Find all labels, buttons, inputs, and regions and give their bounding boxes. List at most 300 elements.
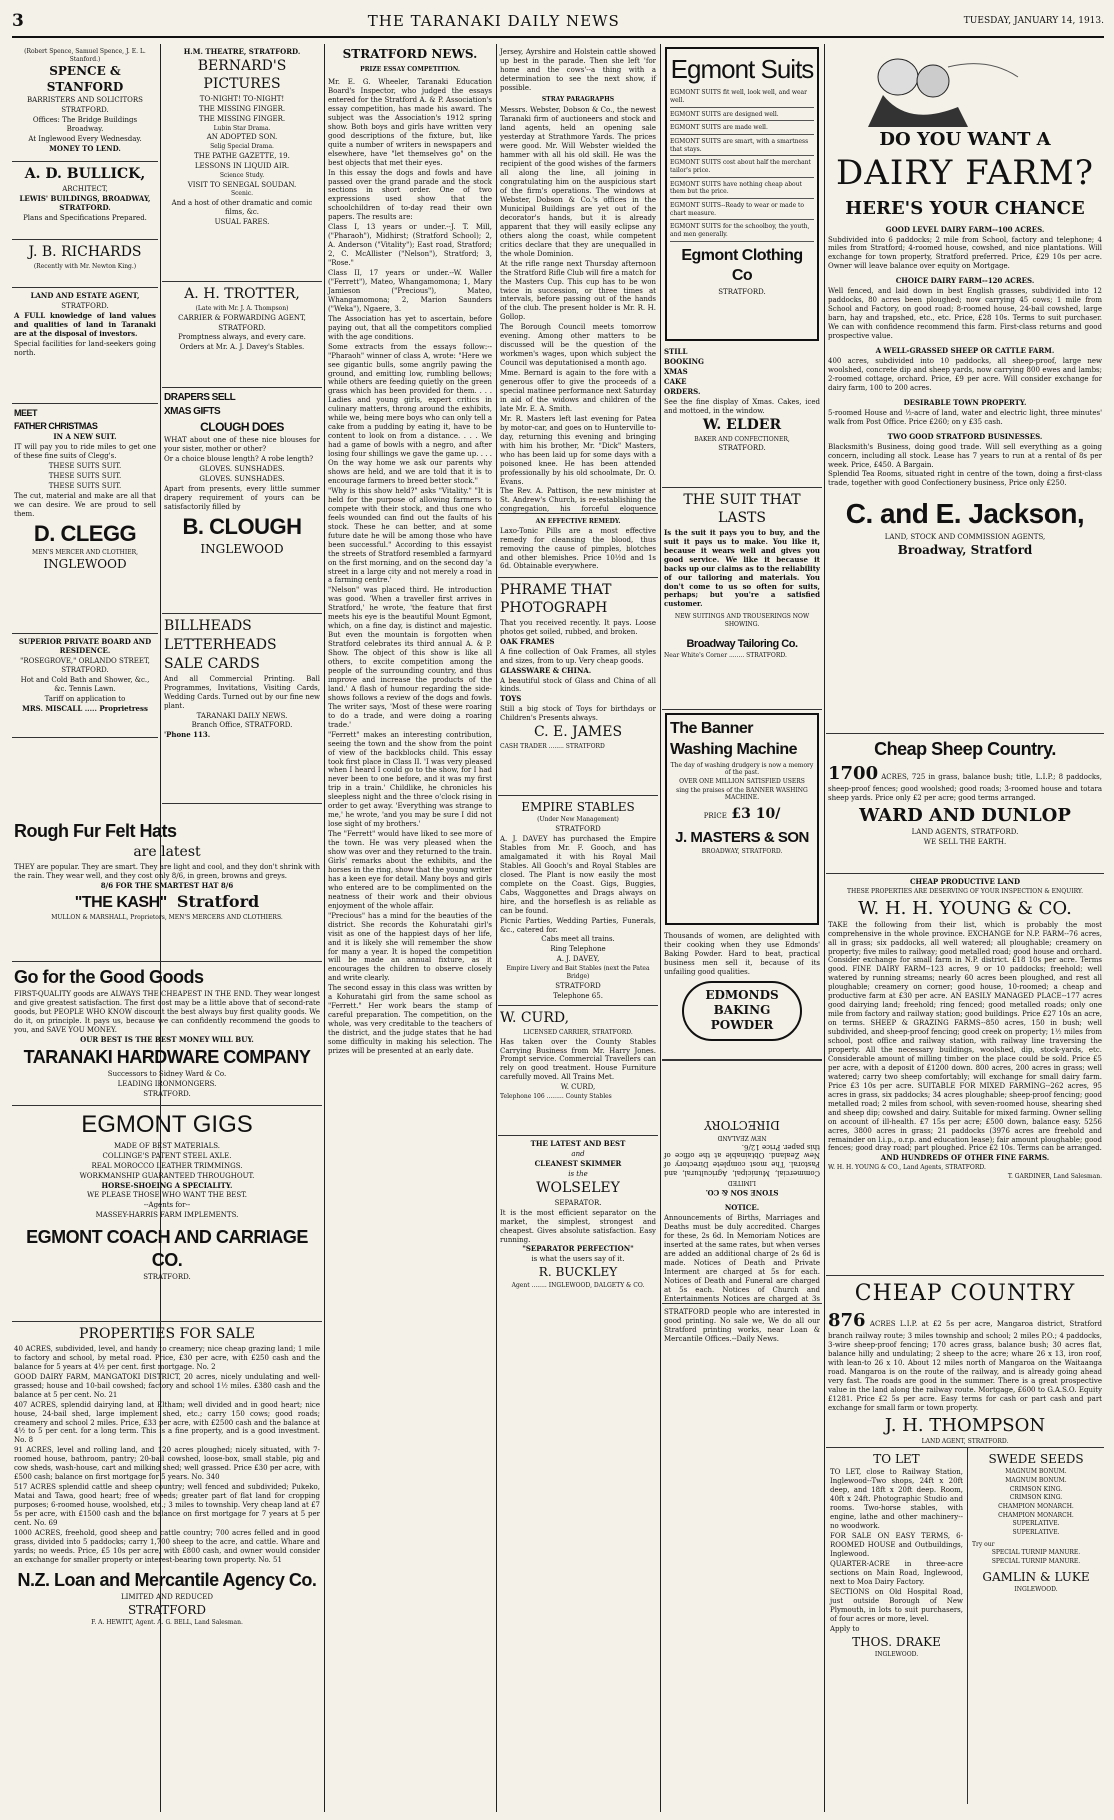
ad-text: Still a big stock of Toys for birthdays or Children's Presents always. (500, 705, 656, 723)
ad-heading: THE SUIT THAT LASTS (683, 492, 801, 526)
ad-firm: SPENCE & STANFORD (46, 64, 124, 94)
ad-text: CRIMSON KING. (1009, 1485, 1063, 1493)
ad-text: Try our (972, 1540, 995, 1548)
column-3-news (326, 44, 494, 1812)
ad-heading: DIRECTORY (704, 1117, 780, 1132)
ad-heading: DAIRY FARM? (836, 153, 1094, 194)
ad-firm: EGMONT COACH AND CARRIAGE CO. (26, 1227, 308, 1271)
ad-heading: CHEAP COUNTRY (854, 1281, 1076, 1306)
ad-text: Apart from presents, every little summer drapery requirement of yours can be satisfactorily filled by (164, 484, 320, 511)
ad-text: TARANAKI DAILY NEWS. (196, 711, 288, 720)
ad-heading: PHRAME THAT PHOTOGRAPH (500, 582, 612, 616)
price-value: £3 10/ (731, 805, 781, 822)
ad-ce-james (498, 578, 658, 796)
ad-heading: CLEANEST SKIMMER (534, 1158, 622, 1168)
ad-text: Commercial, Municipal, Agricultural, and Pastoral. The most complete Directory of New Zealand. Obtainable at the office of this paper. Price 12/6. (664, 1142, 820, 1178)
ad-heading: SWEDE SEEDS (988, 1452, 1084, 1466)
ad-directory-inverted (662, 1060, 822, 1200)
ad-clough (162, 388, 322, 614)
notice-heading: NOTICE. (724, 1203, 760, 1212)
ad-heading: CLOUGH DOES (200, 419, 284, 434)
ad-subheading: TOYS (500, 694, 522, 704)
ad-firm: W. H. H. YOUNG & CO. (858, 897, 1072, 919)
ad-young-co (826, 874, 1104, 1276)
ad-text: VISIT TO SENEGAL SOUDAN. (187, 180, 297, 189)
property-item: 91 ACRES, level and rolling land, and 120 acres ploughed; nicely situated, with 7-roomed house, bathroom, pantry; 20-bail cowshed, loose-box, small stable, pig and cow sheds, wash-house, cart and milking shed; well grassed. Price £30 per acre, with £500 cash; balance on first mortgage for 5 years. No. 340 (14, 1446, 320, 1482)
ad-text: MAGNUM BONUM. (1005, 1477, 1067, 1485)
ad-firm: W. CURD, (500, 1010, 570, 1026)
article-paragraph: Class II, 17 years or under.--W. Waller ("Ferrett"), Mateo, Whangamomona; 1, Mary Jamieson ("Precious"), Mateo, Whangamomona; 2, Marion Saunders ("Weka"), Ngaere, 3. (328, 269, 492, 313)
ad-text: (Robert Spence, Samuel Spence, J. E. L. Stanford.) (24, 48, 146, 63)
ad-richards (12, 240, 158, 288)
ad-heading: TO LET (873, 1452, 920, 1466)
ad-text: SUPERLATIVE. (1012, 1529, 1060, 1537)
ad-text: "ROSEGROVE," ORLANDO STREET, STRATFORD. (20, 656, 150, 674)
ad-text: NEW SUITINGS AND TROUSERINGS NOW SHOWING. (674, 613, 810, 629)
ad-text: THESE PROPERTIES ARE DESERVING OF YOUR INSPECTION & ENQUIRY. (846, 887, 1084, 895)
ad-curd (498, 1006, 658, 1136)
ad-text: LAND AGENTS, STRATFORD. (911, 828, 1019, 836)
ad-heading: EMPIRE STABLES (521, 800, 635, 814)
farm-text: Splendid Tea Rooms, situated right in centre of the town, doing a first-class trade, together with good Confectionery business, Price only £250. (828, 470, 1102, 488)
ad-text: COLLINGE'S PATENT STEEL AXLE. (102, 1151, 232, 1160)
ad-firm: R. BUCKLEY (538, 1265, 618, 1280)
article-paragraph: Jersey, Ayrshire and Holstein cattle showed up best in the parade. Then she left 'for home and the cows'--a thing with a determination to see the next show, if possible. (500, 48, 656, 92)
ad-text: Special facilities for land-seekers going north. (14, 339, 156, 357)
ad-text: Successors to Sidney Ward & Co. (107, 1069, 227, 1078)
ad-land-agent (12, 288, 158, 404)
ad-remedy (498, 514, 658, 578)
ad-text: Telephone 65. (553, 991, 603, 1000)
ad-bullick (12, 162, 158, 240)
ad-subheading: GLASSWARE & CHINA. (500, 665, 592, 675)
ad-firm: W. ELDER (702, 416, 782, 433)
ad-broadway-tailoring (662, 488, 822, 710)
column-6 (826, 44, 1104, 1812)
ad-text: Agent ........ INGLEWOOD, DALGETY & CO. (511, 1281, 645, 1289)
ad-text: A. J. DAVEY, (556, 955, 600, 964)
ad-text: Lubin Star Drama. (213, 124, 271, 132)
ad-boarding (12, 634, 158, 738)
article-paragraph: Mr. E. G. Wheeler, Taranaki Education Board's Inspector, who judged the essays entered for the Stratford A. & P. Association's essay competition, has made his award. The subject was the Association's 1912 spring show. Both boys and girls have written very good descriptions of the fixture, but, like quite a number of writers in newspapers and elsewhere, have "let themselves go" on the best objects that met their eyes. (328, 78, 492, 167)
article-paragraph: Mme. Bernard is again to the fore with a generous offer to give the proceeds of a special matinee performance next Saturday in aid of the widows and children of the late Mr. E. A. Smith. (500, 369, 656, 413)
ad-text: AND HUNDREDS OF OTHER FINE FARMS. (880, 1153, 1050, 1163)
ad-firm: N.Z. Loan and Mercantile Agency Co. (17, 1569, 317, 1590)
ad-text: OVER ONE MILLION SATISFIED USERS (679, 777, 805, 785)
article-paragraph: Laxo-Tonic Pills are a most effective remedy for cleansing the blood, thus removing the cause of pimples, blotches and other blemishes. Price 10½d and 1s 6d. Obtainable everywhere. (500, 526, 656, 571)
ad-text: STRATFORD. (718, 444, 766, 453)
ad-heading: THE LATEST AND BEST (530, 1139, 626, 1148)
ad-firm: Broadway Tailoring Co. (686, 637, 798, 650)
ad-spence-stanford (12, 44, 158, 162)
ad-text: And all Commercial Printing. Ball Programmes, Invitations, Visiting Cards, Wedding Cards. Turned out by our fine new plant. (164, 674, 320, 710)
ad-text: MADE OF BEST MATERIALS. (113, 1141, 221, 1150)
ad-text: AN ADOPTED SON. (206, 133, 278, 142)
ad-text: USUAL FARES. (214, 218, 270, 227)
ad-text: FIRST-QUALITY goods are ALWAYS THE CHEAPEST IN THE END. They wear longest and give greatest satisfaction. The first cost may be a little above that of second-rate goods, but PEOPLE WHO KNOW discount the best always buy first quality goods. We do it, on principle. It pays us, because we can confidently recommend the goods to you, and SAVE YOU MONEY. (14, 990, 320, 1034)
newspaper-title: THE TARANAKI DAILY NEWS (367, 12, 620, 31)
acreage: 876 (828, 1310, 866, 1332)
ad-clegg (12, 404, 158, 634)
ad-text: TO-NIGHT! TO-NIGHT! (199, 94, 285, 103)
ad-text: F. A. HEWITT, Agent. A. G. BELL, Land Salesman. (91, 1619, 243, 1627)
ad-heading: EGMONT GIGS (81, 1111, 253, 1138)
news-article (326, 44, 494, 1059)
ad-hardware (12, 962, 322, 1106)
ad-text: EGMONT SUITS for the schoolboy, the youth, and men generally. (670, 221, 814, 241)
ad-text: "SEPARATOR PERFECTION" (522, 1244, 634, 1254)
ad-text: SPECIAL TURNIP MANURE. (991, 1549, 1081, 1557)
ad-text: EGMONT SUITS are smart, with a smartness that stays. (670, 136, 814, 156)
ad-text: CRIMSON KING. (1009, 1494, 1063, 1502)
ad-text: BARRISTERS AND SOLICITORS (27, 96, 143, 105)
ad-text: STRATFORD (555, 981, 601, 990)
page-number: 3 (12, 11, 24, 32)
ad-text: EGMONT SUITS--Ready to wear or made to chart measure. (670, 200, 814, 220)
ad-heading: DO YOU WANT A (879, 129, 1051, 150)
ad-text: THESE SUITS SUIT. (48, 471, 122, 480)
farm-text: Blacksmith's Business, doing good trade. Will sell everything as a going concern, including all stock. Lease has 7 years to run at a rental of 8s per week. Price, £450. A Bargain. (828, 442, 1102, 469)
article-paragraph: The Rev. A. Pattison, the new minister at St. Andrew's Church, is re-establishing the congregation, his forceful eloquence (500, 487, 656, 514)
ad-firm: J. B. RICHARDS (28, 244, 142, 260)
ad-text: A FULL knowledge of land values and qualities of land in Taranaki are at the disposal of investors. (14, 310, 156, 338)
ad-text: THE MISSING FINGER. (198, 114, 286, 123)
ad-text: IN A NEW SUIT. (53, 432, 117, 442)
column-rule (496, 44, 497, 1812)
ad-text: Near White's Corner ........ STRATFORD. (664, 651, 787, 659)
ad-text: THEY are popular. They are smart. They are light and cool, and they don't shrink with the rain. They wear well, and they cost only 8/6, in green, browns and greys. (14, 862, 320, 880)
ad-text: STRATFORD. (143, 1273, 191, 1282)
ad-text: --Agents for-- (143, 1201, 191, 1210)
property-item: GOOD DAIRY FARM, MANGATOKI DISTRICT, 20 acres, nicely undulating and well-grassed; house and 10-bail cowshed; factory and school 1½ miles. £380 cash and the balance at 5 per cent. No. 21 (14, 1372, 320, 1399)
ad-text: It is the most efficient separator on the market, the simplest, strongest and cheapest. Gives absolute satisfaction. Easy running. (500, 1208, 656, 1244)
ad-firm: J. MASTERS & SON (675, 828, 809, 846)
ad-text: Offices: The Bridge Buildings Broadway. (32, 115, 138, 133)
ad-text: Cabs meet all trains. (541, 935, 615, 944)
ad-text: is what the users say of it. (531, 1255, 625, 1264)
farm-title: GOOD LEVEL DAIRY FARM--100 ACRES. (885, 224, 1045, 234)
ad-empire-stables (498, 796, 658, 1006)
article-paragraph: Mr. R. Masters left last evening for Patea by motor-car, and goes on to Hunterville to-day, returning this evening and bringing with him his brother, Mr. "Dick" Masters, who has been laid up for some days with a poisoned knee. He has been attended professionally by his old schoolmate, Dr. O. Evans. (500, 414, 656, 486)
notice-printing (662, 1304, 822, 1364)
article-paragraph: At the rifle range next Thursday afternoon the Stratford Rifle Club will fire a match for the Masters Cup. This cup has to be won twice in succession, or three times at intervals, before passing out of the hands of the club. The present holder is Mr. R. H. Gollop. (500, 259, 656, 322)
article-heading: AN EFFECTIVE REMEDY. (535, 518, 621, 525)
ad-price: 8/6 FOR THE SMARTEST HAT 8/6 (100, 880, 234, 890)
column-5 (662, 44, 822, 1812)
ad-firm: C. and E. Jackson, (845, 498, 1085, 530)
ad-text: WHAT about one of these nice blouses for your sister, mother or other? (164, 435, 320, 453)
ad-text: MEN'S MERCER AND CLOTHIER, (31, 548, 139, 556)
ad-text: SEPARATOR. (554, 1198, 602, 1207)
ad-heading: XMAS GIFTS (164, 405, 221, 417)
ad-text: and (571, 1149, 585, 1158)
ad-text: (Under New Management) (537, 816, 619, 824)
ad-text: TO LET, close to Railway Station, Inglewood--Two shops, 24ft x 20ft deep, and 18ft x 20ft deep. Room, 40ft x 24ft. Photographic Studio and rooms. Two-horse stables, with engine, lathe and other machinery--no woodwork. (830, 1468, 963, 1531)
article-paragraph: "Nelson" was placed third. He introduction was good. 'When a traveller first arrives in Stratford,' he wrote, 'the feature that first meets his eye is the beautiful Mount Egmont, which, on a fine day, is distinct and majestic. But even the mountain is forgotten when Stratford celebrates its third annual A. & P. Show. The object of this show is like all others, to excite competition among the people of the surrounding country, and thus improve and increase the products of the land.' A flash of humour regarding the side-shows follows a review of the dogs and fowls. The writer says, 'Most of these were roaring to do a trade, and were doing a roaring trade.' (328, 586, 492, 729)
article-paragraph: "Why is this show held?" asks "Vitality." "It is held for the purpose of allowing farmers to compete with their stock, and thus one who feels wounded can find out the faults of his stock. These he can better, and at some future date he will be among those who have been successful." According to this essayist the streets of Stratford resembled a farmyard on the first morning, and on the second day 'a street in a large city and not merely a road in a farming centre.' (328, 486, 492, 585)
ad-firm: BERNARD'S PICTURES (197, 57, 287, 92)
ad-heading: STILL (664, 347, 688, 356)
ad-text: REAL MOROCCO LEATHER TRIMMINGS. (91, 1161, 243, 1170)
ad-dairy-farm (826, 44, 1104, 734)
ad-heading: ORDERS. (664, 386, 701, 396)
ad-text: A fine collection of Oak Frames, all styles and sizes, from to up. Very cheap goods. (500, 647, 656, 665)
ad-firm: WARD AND DUNLOP (859, 804, 1071, 826)
ad-heading: H.M. THEATRE, STRATFORD. (183, 47, 301, 56)
ad-heading: MEET (14, 408, 38, 418)
notice-births-deaths (662, 1200, 822, 1304)
ad-text: LIMITED (727, 1179, 757, 1187)
ad-trotter (162, 282, 322, 388)
edmonds-logo (682, 981, 802, 1041)
article-paragraph: The second essay in this class was written by a Kohuratahi girl from the same school as "Ferrett." Her work bears the stamp of careful preparation. The competition, on the whole, was very creditable to the teachers of the district, and the judge states that he had some difficulty in making his selection. The prizes will be presented at an early date. (328, 984, 492, 1056)
article-paragraph: In this essay the dogs and fowls and have passed over the grand parade and the stock sections in short order. One of two expressions used show that the schoolchildren of to-day read their own papers. The results are: (328, 168, 492, 222)
ad-firm: D. CLEGG (33, 520, 137, 546)
farm-text: 5-roomed House and ½-acre of land, water and electric light, three minutes' walk from Post Office. Price £260; on y £35 cash. (828, 408, 1102, 426)
column-2 (162, 44, 322, 812)
ad-text: WE PLEASE THOSE WHO WANT THE BEST. (86, 1191, 248, 1200)
ad-heading: SALE CARDS (164, 655, 260, 672)
ad-text: INGLEWOOD. (1014, 1586, 1058, 1594)
ad-text: THE MISSING FINGER. (198, 104, 286, 113)
ad-text: MRS. MISCALL ..... Proprietress (22, 703, 148, 713)
ad-text: W. CURD, (560, 1083, 596, 1092)
ad-text: BAKER AND CONFECTIONER, (694, 435, 790, 443)
ad-heading: Rough Fur Felt Hats (14, 821, 177, 841)
ad-properties-for-sale (12, 1322, 322, 1802)
ad-heading: DRAPERS SELL (164, 392, 236, 403)
ad-text: STRATFORD (127, 1602, 207, 1617)
ad-text: Thousands of women, are delighted with their cooking when they use Edmonds' Baking Powder. Hard to beat, practical business men sell it, because of its unfailing good qualities. (664, 932, 820, 976)
ad-text: ARCHITECT, (62, 184, 108, 193)
ad-firm: STONE SON & CO. (705, 1188, 779, 1197)
farm-text: Subdivided into 6 paddocks; 2 mile from School, factory and telephone; 4 miles from Stratford; 4-roomed house, cowshed, and nice plantations. Will exchange for town property, Stratford preferred. Price, £29 10s per acre. Owner will leave balance over equity on Mortgage. (828, 235, 1102, 271)
ad-text: Broadway, Stratford (897, 543, 1033, 558)
ad-text: MASSEY-HARRIS FARM IMPLEMENTS. (95, 1211, 239, 1220)
ad-heading: BILLHEADS (164, 618, 252, 634)
notice-text: Announcements of Births, Marriages and Deaths must be duly accredited. Charges for these, 2s 6d. In Memoriam Notices are inserted at the same rates, but when verses are added an additional charge of 2s 6d is made. Notices of Death and Private Interment are charged at 5s for each. Notices of Death and Funeral are charged at 5s each. Notices of Church and Entertainments Notices are charged at 3s (664, 1213, 820, 1303)
ad-cheap-country (826, 1276, 1104, 1448)
ad-elder (662, 344, 822, 488)
ad-text: GLOVES. SUNSHADES. (199, 464, 285, 473)
ad-text: Picnic Parties, Wedding Parties, Funerals, &c., catered for. (500, 916, 656, 934)
ad-firm: A. D. BULLICK, (24, 166, 146, 182)
ad-text: Is the suit it pays you to buy, and the suit it pays us to make. You like it, because it wears well and gives you good service. We like it because it backs up our claims as to the reliability of our tailoring and materials. You don't come to us so often for suits, perhaps; but you're a satisfied customer. (664, 527, 820, 609)
ad-text: LESSONS IN LIQUID AIR. (194, 161, 290, 170)
ad-firm: TARANAKI HARDWARE COMPANY (23, 1046, 311, 1067)
ad-banner-washing-machine (665, 713, 819, 925)
ad-text: GLOVES. SUNSHADES. (199, 474, 285, 483)
column-rule (660, 44, 661, 1812)
ad-text: Ring Telephone (550, 945, 606, 954)
ad-text: Apply to (830, 1624, 860, 1633)
article-paragraph: Class I, 13 years or under.--J. T. Mill, ("Pharaoh"), Midhirst; (Stratford School); 2, A. Anderson ("Vitality"); East road, Stratford; 2, C. McAllister ("Nelson"), Stratford; 3, "Rose." (328, 223, 492, 268)
ad-text: See the fine display of Xmas. Cakes, iced and mottoed, in the window. (664, 397, 820, 415)
ad-heading: The Banner Washing Machine (670, 720, 798, 758)
property-item: 40 ACRES, subdivided, level, and handy to creamery; nice cheap grazing land; 1 mile to factory and school, by metal road. Price, £30 per acre, with £250 cash and the balance for 5 years at 4½ per cent. first mortgage. No. 2 (14, 1344, 320, 1371)
ad-heading: Go for the Good Goods (14, 967, 204, 987)
ad-text: 'Phone 113. (164, 730, 211, 740)
article-paragraph: Messrs. Webster, Dobson & Co., the newest Taranaki firm of auctioneers and stock and land agents, held an opening sale yesterday at Strathmore Yards. The prices were good. Mr. Will Webster wielded the hammer with all his old skill. He was the recipient of the good wishes of the farmers all along the line, all joining in congratulating him on the auspicious start of the firm's operations. The windows at Webster, Dobson & Co.'s offices in the Municipal Buildings are yet out of the decorator's hands, but it is already apparent that they will easily eclipse any others along the coast, while competent critics declare that they are unequalled in the whole Dominion. (500, 106, 656, 258)
property-item: 407 ACRES, splendid dairying land, at Eltham; well divided and in good heart; nice house, 24-bail shed, large implement shed, etc.; carry 150 cows; good roads; creamery and school 2 miles. Price, £33 per acre, with £2500 cash and the balance at 4½ to 5 per cent. for a long term. This is a fine property, and is a good investment. No. 8 (14, 1400, 320, 1445)
ad-town: Stratford (176, 891, 260, 911)
ad-heading: Egmont Suits (670, 54, 814, 84)
ad-text: HORSE-SHOEING A SPECIALITY. (101, 1180, 233, 1190)
property-item: 517 ACRES splendid cattle and sheep country; well fenced and subdivided; Pukeko, Matai and Tawa, good heart; free of weeds; greater part of flat land for cropping purposes; 6-roomed house, woolshed, etc.; 3 miles to township. Very cheap land at £7 5s per acre, with £1500 cash and the balance on first mortgage for 7 years at 5 per cent. No. 69 (14, 1483, 320, 1528)
ad-text: TAKE the following from their list, which is probably the most comprehensive in the whole province. EXCHANGE for N.P. FARM--76 acres, all in grass; six paddocks, all well watered; all ploughable; creamery on property; five miles to railway; good metalled road; good house and orchard. Consider exchange for small farm in N.P. district. £18 10s per acre. Terms good. FINE DAIRY FARM--123 acres, 9 or 10 paddocks; freehold; well watered by running streams; nearly 60 acres been ploughed, and rest all ploughable; creamery on corner; good house, 10-roomed; a cheap and productive farm at £30 per acre. AN EASILY MANAGED PLACE--177 acres good dairying land; freehold; ring fenced; good metalled roads; only one mile from factory and railway station; good buildings. Price £27 10s an acre, on terms. SHEEP & GRAZING FARMS--850 acres, 150 in bush; well subdivided, and sheep-proof fencing; good creek on property; 1½ miles from school, post office and railway station, with railway line traversing the property. All the necessary buildings, woolshed, dip, stock-yards, etc. Considerable amount of milling timber on the place could be sold. Price £5 per acre, with a deposit of £1200 down. 800 acres, 200 acres in grass; well watered; carry two sheep comfortably; will exchange for small dairy farm. Price £3 10s per acre. SUITABLE FOR MIXED FARMING--262 acres, 95 acres in grass, six paddocks; 34 acres ploughable; sheep-proof fencing; good metalled road; 2 miles from school, with seven-roomed house, shearing shed and sheep dip; cowshed and dairy. Suitable for mixed farming. Owner selling on account of ill-health. £7 15s per acre; £500 down, balance easy. 5256 acres, 3800 acres in grass; 21 paddocks (3976 acres are freehold and remainder on l.i.p., o.r.p. and education lease); fair amount ploughable; good fences; good dray road; part ploughed. Price £2 10s. Terms can be arranged. (828, 920, 1102, 1153)
ad-text: STRATFORD (555, 825, 601, 834)
ad-heading: BOOKING (664, 356, 704, 366)
ad-firm: GAMLIN & LUKE (982, 1569, 1090, 1584)
ad-text: NEW ZEALAND (717, 1133, 767, 1141)
ad-text: The cut, material and make are all that we can desire. We are proud to sell them. (14, 491, 156, 518)
ad-text: Has taken over the County Stables Carrying Business from Mr. Harry Jones. Prompt service. Commercial Travellers can rely on good treatment. House Furniture carefully moved. All Trains Met. (500, 1037, 656, 1082)
article-paragraph: The Borough Council meets tomorrow evening. Among other matters to be discussed will be the question of the workmen's wages, upon which subject the Council was deputationised a month ago. (500, 323, 656, 368)
ad-heading: CAKE (664, 376, 687, 386)
ad-text: MULLON & MARSHALL, Proprietors, MEN'S MERCERS AND CLOTHIERS. (51, 914, 283, 922)
article-heading: PRIZE ESSAY COMPETITION. (360, 66, 460, 74)
ad-cheap-sheep-country (826, 734, 1104, 874)
ad-firm: J. H. THOMPSON (884, 1414, 1046, 1436)
ad-text: SECTIONS on Old Hospital Road, just outside Borough of New Plymouth, in lots to suit purchasers, of four acres or more, level. (830, 1587, 963, 1623)
ad-felt-hats (12, 816, 322, 962)
ad-gamlin-luke (968, 1448, 1104, 1804)
ad-text: A. J. DAVEY has purchased the Empire Stables from Mr. F. Gooch, and has amalgamated it with his Royal Mail Stables. All Gooch's and Royal Stables are closed. The Plant is now easily the most complete on the Coast. Gigs, Buggies, Cabs, Waggonettes and Drags always on hire, and the horseflesh is as reliable as can be found. (500, 834, 656, 915)
ad-bernards-pictures (162, 44, 322, 282)
ad-text: LEWIS' BUILDINGS, BROADWAY, STRATFORD. (19, 193, 151, 212)
ad-text: Empire Livery and Bait Stables (next the Patea Bridge) (506, 965, 650, 980)
ad-text: At Inglewood Every Wednesday. (28, 134, 142, 143)
ad-wolseley (498, 1136, 658, 1376)
ad-text: EGMONT SUITS have nothing cheap about them but the price. (670, 179, 814, 199)
ad-text: ACRES L.I.P. at £2 5s per acre, Mangaroa district, Stratford branch railway route; 3 miles township and school; 2 miles P.O.; 4 paddocks, 3-wire sheep-proof fencing; 170 acres grass, balance bush; 30 acres flat, balance hilly and undulating; 2 sheep to the acre; whare 26 x 13, iron roof, with lean-to 26 x 10. About 12 miles north of Mangaroa on the Waitaanga road. Mangaroa is on the route of the railway, and is already going ahead very fast. The roads are good in the summer. There is a great prospective value in the land along the railway route. Mortgage, £600 to G.A.S.O. Equity £1281. Price £2 5s per acre. Easy terms for cash or part cash and part exchange for small farm or town property. (828, 1320, 1102, 1412)
ad-text: (Late with Mr. J. A. Thompson) (195, 304, 289, 312)
masthead (12, 8, 1104, 38)
article-paragraph: Some extracts from the essays follow:--"Pharaoh" winner of class A, wrote: "Here we see gigantic bulls, some angrily pawing the ground, and emitting low, rumbling bellows; while others are feeding quietly on the green grass which has been provided for them. . . . Ladies and young girls, expert critics in culinary matters, throng around the exhibits, while we, being mere boys who can only tell a cake from a pudding by eating it, have to be content to look on from a distance. . . . We had a game of bowls with a negro, and after losing four shillings we gave the game up. . . . On the way home we ask our parents why shows are held, and we are told that it is to encourage farmers to breed better stock." (328, 342, 492, 485)
ad-text: ACRES, 725 in grass, balance bush; title, L.I.P.; 8 paddocks, sheep-proof fences; good woolshed; good roads; 3-roomed house and totara sheep yards. Price only £2 per acre; good terms arranged. (828, 773, 1102, 803)
ad-heading: FATHER CHRISTMAS (14, 420, 98, 431)
ad-text: FOR SALE ON EASY TERMS, 6-ROOMED HOUSE and Outbuildings, Inglewood. (830, 1532, 963, 1558)
farm-title: TWO GOOD STRATFORD BUSINESSES. (887, 431, 1043, 441)
column-rule (324, 44, 325, 1812)
ad-firm: THOS. DRAKE (852, 1634, 941, 1649)
farm-text: Well fenced, and laid down in best English grasses, subdivided into 12 paddocks, 80 acres been ploughed; now carrying 45 cows; 1 mile from School and Factory, on good road; 8-roomed house, 24-bail cowshed, large barn, hay and trapshed, etc., etc. Price, £28 10s. Terms to suit purchaser. We can with confidence recommend this farm. First-class returns and good prospective value. (828, 287, 1102, 341)
ad-text: SPECIAL TURNIP MANURE. (991, 1558, 1081, 1566)
ad-text: IT will pay you to ride miles to get one of these fine suits of Clegg's. (14, 442, 156, 460)
ad-text: That you received recently. It pays. Loose photos get soiled, rubbed, and broken. (500, 618, 656, 636)
ad-heading: Cheap Sheep Country. (874, 739, 1056, 759)
ad-edmonds (662, 928, 822, 1060)
column-1-wide (12, 816, 322, 1812)
ad-text: BROADWAY, STRATFORD. (701, 848, 783, 856)
article-heading: STRAY PARAGRAPHS (541, 95, 615, 103)
ad-text: A beautiful stock of Glass and China of all kinds. (500, 676, 656, 694)
ad-text: MONEY TO LEND. (49, 143, 121, 153)
ad-text: MAGNUM BONUM. (1005, 1468, 1067, 1476)
ad-text: INGLEWOOD. (874, 1650, 919, 1658)
newspaper-page (12, 8, 1104, 1812)
ad-drake (826, 1448, 968, 1804)
farm-title: CHOICE DAIRY FARM--120 ACRES. (895, 276, 1035, 286)
ad-text: EGMONT SUITS fit well, look well, and wear well. (670, 87, 814, 107)
ad-text: Promptness always, and every care. (178, 333, 306, 342)
price-label: PRICE (703, 811, 727, 820)
ad-text: THESE SUITS SUIT. (48, 481, 122, 490)
ad-heading: HERE'S YOUR CHANCE (845, 197, 1085, 219)
bottom-right-ads (826, 1448, 1104, 1804)
ad-text: CHAMPION MONARCH. (998, 1503, 1074, 1511)
ad-heading: LETTERHEADS (164, 636, 277, 653)
ad-text: THE PATHE GAZETTE, 19. (194, 151, 290, 160)
property-item: 1000 ACRES, freehold, good sheep and cattle country; 700 acres felled and in good grass, divided into 5 paddocks; carry 1,700 sheep to the acre, and cattle. Whare and yards; no weeds. Price, £5 10s per acre, with £800 cash, and owner would consider an exchange for smaller property or interest-bearing town property. No. 51 (14, 1528, 320, 1564)
ad-text: EGMONT SUITS are made well. (670, 122, 814, 135)
ad-text: THESE SUITS SUIT. (48, 461, 122, 470)
ad-subheading: OAK FRAMES (500, 636, 555, 646)
ad-heading: XMAS (664, 366, 688, 376)
ad-heading: CHEAP PRODUCTIVE LAND (909, 877, 1021, 886)
ad-text: W. H. H. YOUNG & CO., Land Agents, STRATFORD. (828, 1164, 986, 1172)
ad-text: And a host of other dramatic and comic films, &c. (171, 199, 313, 217)
brand-text: EDMONDS BAKING POWDER (705, 987, 779, 1033)
ad-text: Science Study. (219, 171, 265, 179)
ad-text: OUR BEST IS THE BEST MONEY WILL BUY. (80, 1034, 254, 1044)
column-4 (498, 44, 658, 1812)
ad-text: The day of washing drudgery is now a memory of the past. (670, 761, 814, 777)
article-paragraph: The Association has yet to ascertain, before paying out, that all the competitors complied with the age conditions. (328, 314, 492, 341)
ad-firm: "THE KASH" (74, 893, 167, 911)
ad-text: QUARTER-ACRE in three-acre sections on Main Road, Inglewood, next to Moa Dairy Factory. (830, 1559, 963, 1586)
farm-title: A WELL-GRASSED SHEEP OR CATTLE FARM. (875, 346, 1055, 356)
column-rule (824, 44, 825, 1812)
ad-firm: C. E. JAMES (533, 724, 623, 741)
ad-text: Selig Special Drama. (210, 143, 274, 151)
ad-text: LIMITED AND REDUCED (121, 1592, 213, 1601)
ad-text: Tariff on application to (44, 694, 126, 703)
ad-text: STRATFORD. (218, 323, 266, 332)
ad-egmont-gigs (12, 1106, 322, 1322)
ad-heading: SUPERIOR PRIVATE BOARD AND RESIDENCE. (18, 637, 152, 655)
ad-text: STRATFORD. (718, 287, 766, 296)
ad-text: Branch Office, STRATFORD. (191, 721, 293, 730)
ad-text: INGLEWOOD (200, 541, 284, 556)
ad-text: CARRIER & FORWARDING AGENT, (178, 313, 306, 322)
ad-heading: PROPERTIES FOR SALE (79, 1326, 255, 1342)
news-paragraphs (498, 44, 658, 514)
dairy-illustration (828, 47, 1102, 127)
ad-text: Plans and Specifications Prepared. (23, 213, 147, 222)
ad-printing (162, 614, 322, 804)
ad-text: CHAMPION MONARCH. (998, 1511, 1074, 1519)
ad-firm: B. CLOUGH (182, 513, 302, 539)
ad-text: T. GARDINER, Land Salesman. (1007, 1173, 1102, 1181)
article-paragraph: "Precious" has a mind for the beauties of the district. She records the Kohuratahi girl's visit as one of the happiest days of her life, and it is likely she will remember the show for many a year. It is hoped the competition will be made an annual fixture, as it encourages the children to observe closely and write clearly. (328, 911, 492, 983)
ad-firm: WOLSELEY (536, 1179, 620, 1196)
ad-firm: Egmont Clothing Co (681, 246, 803, 285)
farm-title: DESIRABLE TOWN PROPERTY. (903, 397, 1027, 407)
ad-egmont-suits (665, 47, 819, 341)
ad-text: LEADING IRONMONGERS. (117, 1079, 217, 1088)
notice-text: STRATFORD people who are interested in good printing. No sale we, We do all our Stratford printing works, near Loan & Mercantile Offices.--Daily News. (664, 1308, 820, 1343)
ad-text: Scenic. (230, 190, 254, 198)
ad-text: Telephone 106 ......... County Stables (500, 1093, 612, 1101)
ad-text: is the (568, 1169, 588, 1178)
ad-text: STRATFORD. (61, 301, 109, 310)
ad-text: EGMONT SUITS are designed well. (670, 109, 814, 122)
article-paragraph: The "Ferrett" would have liked to see more of the town. He was very pleased when the show was over and they returned to the train. Girls' remarks about the exhibits, and the horses in the ring, show that the young writer has a keen eye for detail. Many boys and girls who entered are to be complimented on the neatness of their work and their obvious enjoyment of the whole affair. (328, 830, 492, 910)
ad-text: CASH TRADER ........ STRATFORD (500, 743, 605, 751)
ad-text: sing the praises of the BANNER WASHING MACHINE. (676, 786, 808, 802)
ad-text: Orders at Mr. A. J. Davey's Stables. (179, 343, 305, 352)
